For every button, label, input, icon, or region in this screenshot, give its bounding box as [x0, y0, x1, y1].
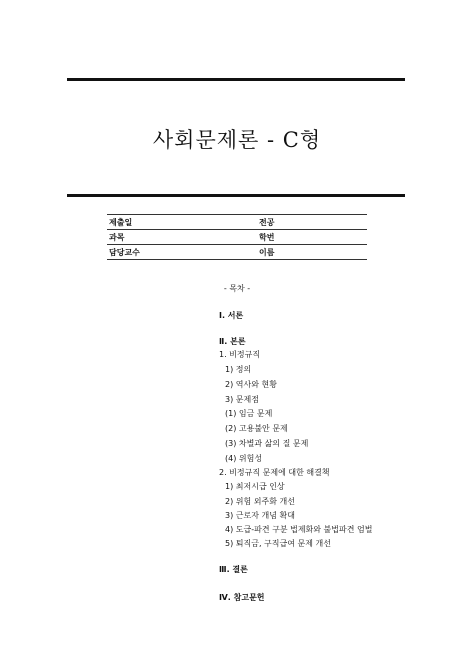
toc-item: Ⅰ. 서론	[219, 311, 244, 320]
toc-item: (1) 임금 문제	[225, 409, 273, 418]
toc-heading: - 목차 -	[223, 284, 251, 293]
toc-item: (4) 위험성	[225, 454, 263, 463]
info-table	[107, 214, 367, 260]
toc-item: 1) 최저시급 인상	[225, 482, 285, 491]
table-row	[107, 215, 367, 230]
submit-date-label: 제출일	[107, 215, 257, 230]
toc-item: 4) 도급-파견 구분 법제화와 불법파견 엄벌	[225, 525, 373, 534]
toc-item: Ⅳ. 참고문헌	[219, 593, 265, 602]
toc-item: 1. 비정규직	[219, 350, 261, 359]
subject-label: 과목	[107, 230, 257, 245]
toc-item: (2) 고용불안 문제	[225, 424, 288, 433]
professor-label: 담당교수	[107, 245, 257, 260]
name-label: 이름	[257, 245, 367, 260]
toc-item: Ⅱ. 본론	[219, 337, 246, 346]
student-id-label: 학번	[257, 230, 367, 245]
toc-item: 1) 정의	[225, 365, 252, 374]
major-label: 전공	[257, 215, 367, 230]
bottom-rule	[67, 194, 405, 197]
toc-item: 2. 비정규직 문제에 대한 해결책	[219, 468, 330, 477]
document-title: 사회문제론 - C형	[152, 128, 322, 152]
top-rule	[67, 78, 405, 81]
toc-item: 2) 역사와 현황	[225, 380, 277, 389]
toc-item: Ⅲ. 결론	[219, 565, 248, 574]
table-row	[107, 230, 367, 245]
toc-item: 3) 근로자 개념 확대	[225, 511, 295, 520]
toc-item: (3) 차별과 삶의 질 문제	[225, 439, 309, 448]
toc-item: 5) 퇴직금, 구직급여 문제 개선	[225, 539, 331, 548]
table-row	[107, 245, 367, 260]
toc-item: 2) 위험 외주화 개선	[225, 497, 295, 506]
toc-item: 3) 문제점	[225, 395, 259, 404]
